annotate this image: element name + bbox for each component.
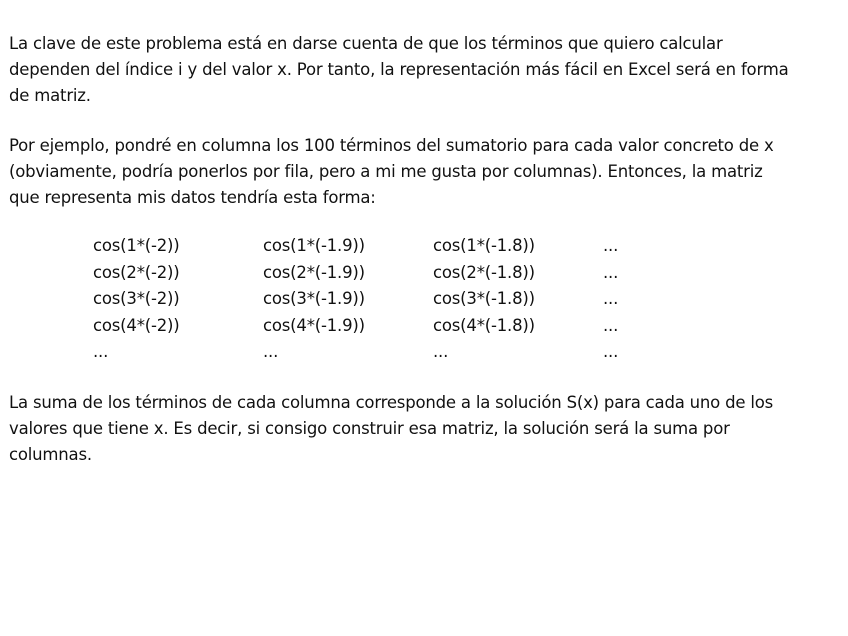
matrix-cell: cos(4*(-1.9)) [263,315,365,335]
paragraph-line: columnas. [9,444,92,464]
matrix-table [93,233,839,366]
matrix-cell: cos(2*(-1.8)) [433,262,535,282]
matrix-cell: cos(1*(-1.8)) [433,236,535,255]
matrix-cell: cos(1*(-2)) [93,236,180,255]
matrix-cell: ... [603,262,619,282]
paragraph-line: (obviamente, podría ponerlos por fila, pero a mi me gusta por columnas). Entonces, la matriz [9,162,763,181]
paragraph-line: La clave de este problema está en darse cuenta de que los términos que quiero calcular [9,34,723,53]
matrix-cell: ... [93,342,109,361]
matrix-cell: cos(3*(-2)) [93,289,180,308]
paragraph-line: de matriz. [9,86,91,105]
matrix-cell: cos(1*(-1.9)) [263,236,365,255]
matrix-cell: cos(2*(-2)) [93,262,180,282]
matrix-cell: ... [603,236,619,255]
matrix-cell: cos(4*(-2)) [93,315,180,335]
matrix-cell: ... [433,342,449,361]
matrix-cell: ... [263,342,279,361]
paragraph-line: valores que tiene x. Es decir, si consigo construir esa matriz, la solución será la suma por [9,418,730,438]
paragraph-line: Por ejemplo, pondré en columna los 100 términos del sumatorio para cada valor concreto de x [9,136,774,155]
matrix-cell: cos(4*(-1.8)) [433,315,535,335]
paragraph-example [9,133,839,211]
paragraph-line: dependen del índice i y del valor x. Por tanto, la representación más fácil en Excel será en forma [9,60,789,79]
matrix-cell: ... [603,342,619,361]
document-body [9,31,839,468]
matrix-cell: cos(2*(-1.9)) [263,262,365,282]
paragraph-intro [9,31,839,109]
matrix-cell: ... [603,315,619,335]
paragraph-conclusion [9,390,839,468]
matrix-cell: cos(3*(-1.9)) [263,289,365,308]
paragraph-line: que representa mis datos tendría esta forma: [9,188,376,207]
paragraph-line: La suma de los términos de cada columna corresponde a la solución S(x) para cada uno de los [9,392,774,412]
matrix-cell: ... [603,289,619,308]
matrix-cell: cos(3*(-1.8)) [433,289,535,308]
